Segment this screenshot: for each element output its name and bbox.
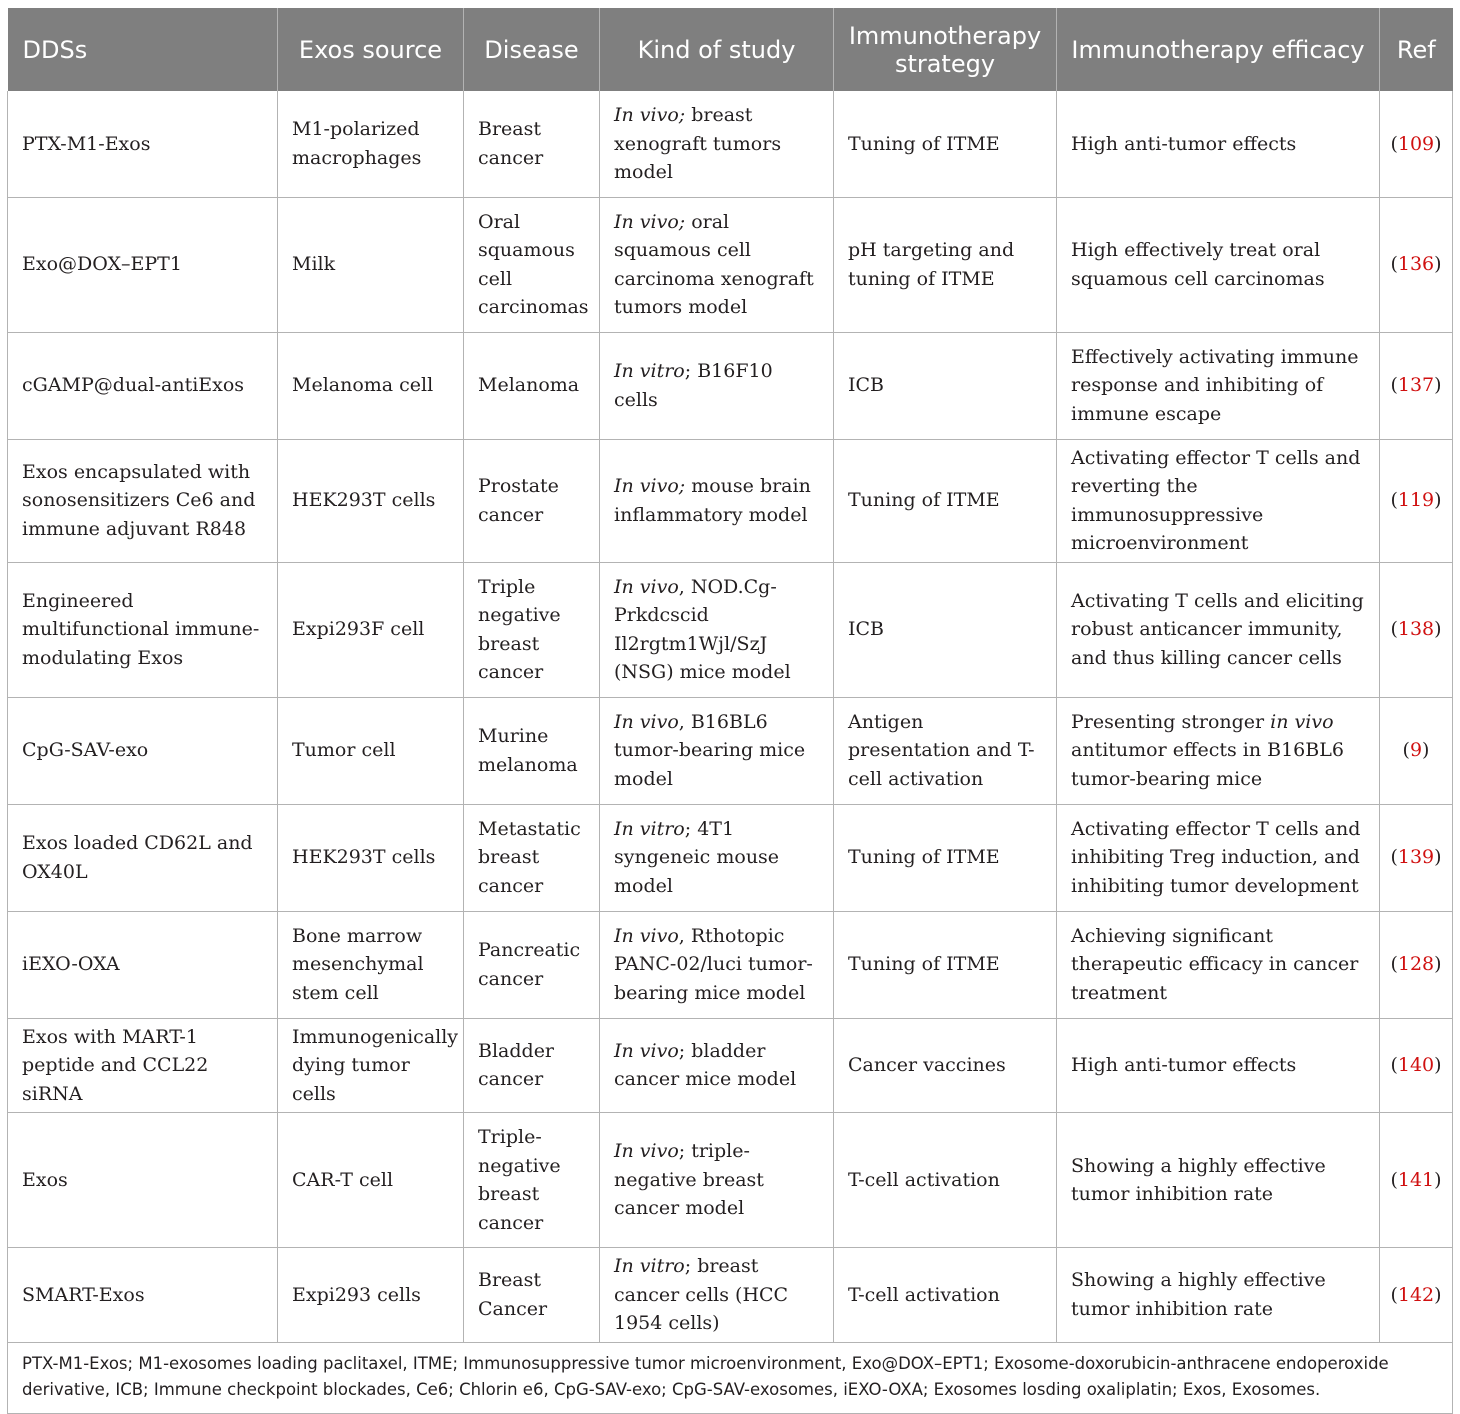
study-type-italic: In vivo: [614, 1140, 679, 1163]
header-strategy: Immunotherapy strategy: [834, 8, 1057, 91]
study-type-italic: In vivo: [614, 924, 679, 947]
cell-kind-of-study: [600, 332, 834, 439]
study-type-italic: In vivo;: [614, 210, 686, 233]
efficacy-text: High anti-tumor effects: [1071, 132, 1297, 155]
efficacy-text: Activating T cells and eliciting robust anticancer immunity, and thus killing cancer cells: [1071, 589, 1364, 669]
cell-kind-of-study: [600, 804, 834, 911]
header-exos-source: Exos source: [278, 8, 464, 91]
study-detail: ; triple-negative breast cancer model: [614, 1140, 764, 1220]
study-detail: , B16BL6 tumor-bearing mice model: [614, 710, 806, 790]
ref-paren-close: ): [1434, 1054, 1442, 1076]
cell-strategy: Cancer vaccines: [834, 1018, 1057, 1113]
table-row: [8, 1248, 1453, 1343]
study-type-italic: In vivo;: [614, 104, 686, 126]
ref-paren-close: ): [1434, 1168, 1442, 1191]
cell-disease: Oral squamous cell carcinomas: [464, 197, 600, 332]
study-detail: breast xenograft tumors model: [614, 104, 782, 183]
cell-kind-of-study: [600, 1113, 834, 1248]
cell-disease: Melanoma: [464, 332, 600, 439]
efficacy-text-end: antitumor effects in B16BL6 tumor-bearing mice: [1071, 739, 1344, 790]
cell-strategy: T-cell activation: [834, 1113, 1057, 1248]
cell-dds: iEXO-OXA: [8, 911, 278, 1018]
cell-dds: PTX-M1-Exos: [8, 91, 278, 197]
ref-paren-open: (: [1390, 253, 1398, 276]
cell-efficacy: [1057, 1113, 1380, 1248]
cell-exos-source: Immunogenically dying tumor cells: [278, 1018, 464, 1113]
table-row: [8, 697, 1453, 804]
cell-kind-of-study: [600, 439, 834, 562]
ref-paren-open: (: [1390, 1168, 1398, 1191]
cell-strategy: T-cell activation: [834, 1248, 1057, 1343]
cell-kind-of-study: [600, 1248, 834, 1343]
cell-dds: Exos encapsulated with sonosensitizers Ce6 and immune adjuvant R848: [8, 439, 278, 562]
efficacy-text: Activating effector T cells and reverting the immunosuppressive microenvironment: [1071, 446, 1361, 554]
table-row: [8, 332, 1453, 439]
ref-paren-close: ): [1434, 132, 1442, 155]
ref-paren-close: ): [1434, 846, 1442, 869]
cell-efficacy: [1057, 562, 1380, 697]
efficacy-text: Activating effector T cells and inhibiting Treg induction, and inhibiting tumor development: [1071, 817, 1361, 897]
ref-link[interactable]: 137: [1397, 374, 1435, 397]
ref-paren-close: ): [1434, 253, 1442, 276]
study-detail: ; B16F10 cells: [614, 360, 773, 411]
cell-kind-of-study: [600, 91, 834, 197]
ref-paren-open: (: [1390, 132, 1398, 155]
efficacy-text: Showing a highly effective tumor inhibition rate: [1071, 1154, 1326, 1205]
cell-dds: Exo@DOX–EPT1: [8, 197, 278, 332]
ref-paren-close: ): [1434, 618, 1442, 641]
cell-disease: Metastatic breast cancer: [464, 804, 600, 911]
ref-link[interactable]: 142: [1397, 1283, 1435, 1306]
cell-strategy: ICB: [834, 332, 1057, 439]
cell-exos-source: Melanoma cell: [278, 332, 464, 439]
header-ref: Ref: [1380, 8, 1453, 91]
ref-link[interactable]: 140: [1397, 1054, 1435, 1076]
cell-kind-of-study: [600, 197, 834, 332]
cell-exos-source: M1-polarized macrophages: [278, 91, 464, 197]
study-type-italic: In vivo: [614, 1039, 679, 1062]
footnote-row: [8, 1342, 1453, 1413]
cell-efficacy: [1057, 91, 1380, 197]
cell-disease: Triple-negative breast cancer: [464, 1113, 600, 1248]
cell-strategy: Antigen presentation and T-cell activation: [834, 697, 1057, 804]
efficacy-text: High effectively treat oral squamous cell carcinomas: [1071, 239, 1325, 290]
ref-link[interactable]: 136: [1397, 253, 1435, 276]
cell-strategy: Tuning of ITME: [834, 439, 1057, 562]
ref-paren-open: (: [1390, 846, 1398, 869]
study-type-italic: In vivo: [614, 710, 679, 733]
table-wrapper: [7, 8, 1452, 1414]
cell-strategy: Tuning of ITME: [834, 804, 1057, 911]
cell-disease: Breast cancer: [464, 91, 600, 197]
cell-exos-source: Bone marrow mesenchymal stem cell: [278, 911, 464, 1018]
cell-strategy: Tuning of ITME: [834, 911, 1057, 1018]
cell-ref: [1380, 439, 1453, 562]
study-detail: , Rthotopic PANC-02/luci tumor-bearing mice model: [614, 924, 813, 1004]
cell-disease: Prostate cancer: [464, 439, 600, 562]
study-detail: ; breast cancer cells (HCC 1954 cells): [614, 1255, 789, 1334]
cell-efficacy: [1057, 439, 1380, 562]
cell-kind-of-study: [600, 697, 834, 804]
table-row: [8, 197, 1453, 332]
cell-kind-of-study: [600, 562, 834, 697]
ref-paren-close: ): [1422, 739, 1430, 762]
table-row: [8, 439, 1453, 562]
cell-strategy: Tuning of ITME: [834, 91, 1057, 197]
cell-kind-of-study: [600, 1018, 834, 1113]
cell-disease: Murine melanoma: [464, 697, 600, 804]
header-kind-of-study: Kind of study: [600, 8, 834, 91]
cell-dds: CpG-SAV-exo: [8, 697, 278, 804]
cell-exos-source: HEK293T cells: [278, 804, 464, 911]
cell-strategy: pH targeting and tuning of ITME: [834, 197, 1057, 332]
study-type-italic: In vitro: [614, 360, 685, 382]
table-row: [8, 1018, 1453, 1113]
cell-dds: SMART-Exos: [8, 1248, 278, 1343]
ref-link[interactable]: 139: [1397, 846, 1435, 869]
ref-paren-open: (: [1390, 1054, 1398, 1076]
ref-link[interactable]: 141: [1397, 1168, 1435, 1191]
study-type-italic: In vivo;: [614, 475, 686, 497]
ref-paren-close: ): [1434, 1283, 1442, 1306]
ref-paren-open: (: [1390, 953, 1398, 976]
cell-ref: [1380, 911, 1453, 1018]
cell-ref: [1380, 197, 1453, 332]
cell-disease: Pancreatic cancer: [464, 911, 600, 1018]
cell-disease: Triple negative breast cancer: [464, 562, 600, 697]
efficacy-italic: in vivo: [1270, 710, 1334, 733]
header-ddss: DDSs: [8, 8, 278, 91]
cell-dds: cGAMP@dual-antiExos: [8, 332, 278, 439]
efficacy-text: Showing a highly effective tumor inhibition rate: [1071, 1269, 1326, 1320]
ref-paren-open: (: [1390, 374, 1398, 397]
cell-exos-source: Expi293 cells: [278, 1248, 464, 1343]
ref-paren-open: (: [1390, 489, 1398, 512]
cell-exos-source: Milk: [278, 197, 464, 332]
cell-dds: Exos: [8, 1113, 278, 1248]
study-detail: ; 4T1 syngeneic mouse model: [614, 817, 780, 897]
cell-exos-source: Expi293F cell: [278, 562, 464, 697]
cell-efficacy: [1057, 911, 1380, 1018]
study-type-italic: In vitro: [614, 1255, 685, 1277]
ref-link[interactable]: 9: [1409, 739, 1423, 762]
table-row: [8, 562, 1453, 697]
cell-ref: [1380, 332, 1453, 439]
header-disease: Disease: [464, 8, 600, 91]
cell-efficacy: [1057, 332, 1380, 439]
cell-ref: [1380, 697, 1453, 804]
ref-link[interactable]: 128: [1397, 953, 1435, 976]
ref-link[interactable]: 119: [1397, 489, 1435, 512]
study-type-italic: In vitro: [614, 817, 685, 840]
cell-ref: [1380, 1248, 1453, 1343]
cell-disease: Bladder cancer: [464, 1018, 600, 1113]
cell-exos-source: HEK293T cells: [278, 439, 464, 562]
efficacy-text: Achieving significant therapeutic efficacy in cancer treatment: [1071, 924, 1359, 1004]
cell-dds: Engineered multifunctional immune-modulating Exos: [8, 562, 278, 697]
cell-strategy: ICB: [834, 562, 1057, 697]
efficacy-text: High anti-tumor effects: [1071, 1054, 1297, 1076]
cell-efficacy: [1057, 1248, 1380, 1343]
cell-efficacy: [1057, 697, 1380, 804]
ref-paren-open: (: [1390, 1283, 1398, 1306]
ref-paren-close: ): [1434, 489, 1442, 512]
study-detail: , NOD.Cg-Prkdcscid Il2rgtm1Wjl/SzJ (NSG) mice model: [614, 575, 791, 683]
study-type-italic: In vivo: [614, 575, 679, 598]
exosome-dds-table: [7, 8, 1453, 1414]
ref-paren-open: (: [1402, 739, 1410, 762]
study-detail: ; bladder cancer mice model: [614, 1039, 797, 1091]
table-row: [8, 1113, 1453, 1248]
header-efficacy: Immunotherapy efficacy: [1057, 8, 1380, 91]
ref-paren-open: (: [1390, 618, 1398, 641]
cell-efficacy: [1057, 197, 1380, 332]
table-row: [8, 91, 1453, 197]
table-row: [8, 911, 1453, 1018]
cell-exos-source: CAR-T cell: [278, 1113, 464, 1248]
cell-efficacy: [1057, 804, 1380, 911]
study-detail: mouse brain inflammatory model: [614, 475, 811, 526]
cell-ref: [1380, 91, 1453, 197]
ref-paren-close: ): [1434, 953, 1442, 976]
cell-exos-source: Tumor cell: [278, 697, 464, 804]
cell-kind-of-study: [600, 911, 834, 1018]
cell-dds: Exos loaded CD62L and OX40L: [8, 804, 278, 911]
ref-paren-close: ): [1434, 374, 1442, 397]
table-body: [8, 91, 1453, 1342]
ref-link[interactable]: 109: [1397, 132, 1435, 155]
study-detail: oral squamous cell carcinoma xenograft tumors model: [614, 210, 814, 318]
table-header: [8, 8, 1453, 91]
table-row: [8, 804, 1453, 911]
efficacy-text: Effectively activating immune response and inhibiting of immune escape: [1071, 345, 1359, 425]
cell-ref: [1380, 562, 1453, 697]
cell-disease: Breast Cancer: [464, 1248, 600, 1343]
footnote: PTX-M1-Exos; M1-exosomes loading paclitaxel, ITME; Immunosuppressive tumor microenvironment, Exo@DOX–EPT1; Exosome-doxorubicin-anthracene endoperoxide derivative, ICB; Immune checkpoint blockades, Ce6; Chlorin e6, CpG-SAV-exo; CpG-SAV-exosomes, iEXO-OXA; Exosomes losding oxaliplatin; Exos, Exosomes.: [8, 1342, 1453, 1413]
cell-ref: [1380, 1018, 1453, 1113]
cell-ref: [1380, 804, 1453, 911]
cell-ref: [1380, 1113, 1453, 1248]
cell-dds: Exos with MART-1 peptide and CCL22 siRNA: [8, 1018, 278, 1113]
efficacy-text: Presenting stronger: [1071, 710, 1271, 733]
ref-link[interactable]: 138: [1397, 618, 1435, 641]
cell-efficacy: [1057, 1018, 1380, 1113]
